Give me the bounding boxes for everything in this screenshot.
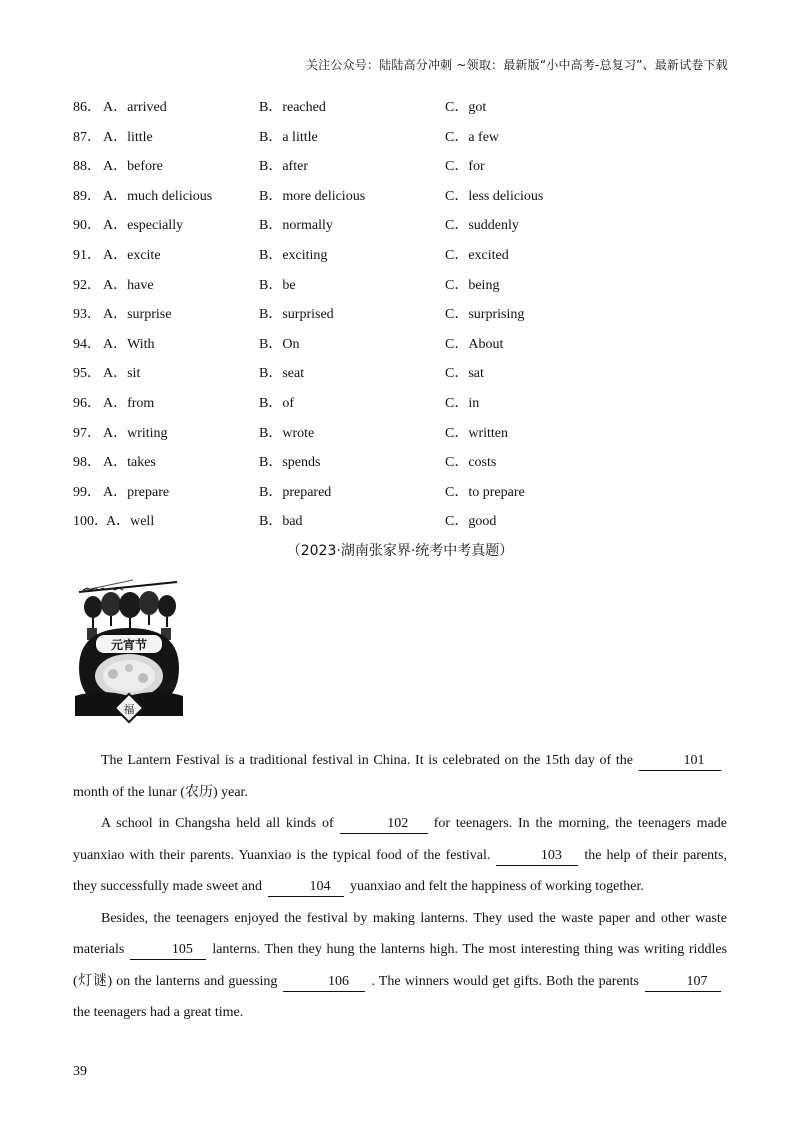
option-b: B．On (259, 336, 300, 352)
blank-107: 107 (645, 973, 721, 992)
question-row (73, 422, 733, 452)
option-c: C．a few (445, 129, 500, 145)
question-number: 95． (73, 366, 101, 382)
option-b: B．a little (259, 129, 318, 145)
option-a: A．prepare (103, 484, 170, 500)
option-a: A．takes (103, 455, 156, 471)
option-c: C．surprising (445, 307, 525, 323)
blank-103: 103 (496, 847, 578, 866)
option-b: B．prepared (259, 484, 332, 500)
option-b: B．normally (259, 218, 333, 234)
question-row (73, 214, 733, 244)
blank-102: 102 (340, 815, 428, 834)
option-c: C．to prepare (445, 484, 525, 500)
passage-text: the help of their parents, they successfully made sweet and (73, 847, 728, 894)
question-number: 94． (73, 336, 101, 352)
passage-text: . The winners would get gifts. Both the parents (371, 973, 639, 989)
option-b: B．spends (259, 455, 321, 471)
option-b: B．surprised (259, 307, 334, 323)
question-row (73, 510, 733, 540)
question-number: 87． (73, 129, 101, 145)
option-a: A．surprise (103, 307, 172, 323)
blank-105: 105 (130, 941, 206, 960)
passage-paragraph-2 (73, 808, 727, 903)
option-c: C．About (445, 336, 504, 352)
passage-text: yuanxiao and felt the happiness of working together. (349, 879, 644, 894)
question-number: 88． (73, 159, 101, 175)
option-a: A．writing (103, 425, 168, 441)
lantern-center-char: 福 (123, 703, 135, 716)
question-number: 91． (73, 247, 101, 263)
blank-104: 104 (268, 878, 344, 897)
option-c: C．got (445, 100, 487, 115)
question-row (73, 244, 733, 274)
passage-text: Besides, the teenagers enjoyed the festival by making lanterns. They used the waste paper and other waste materials (73, 910, 727, 957)
option-a: A．sit (103, 366, 141, 382)
passage-text: for teenagers. In the morning, the teenagers made yuanxiao with their parents. Yuanxiao is the typical food of the festival. (73, 816, 727, 863)
option-a: A．little (103, 129, 153, 145)
question-row (73, 481, 733, 511)
option-a: A．well (106, 514, 155, 530)
option-c: C．good (445, 514, 497, 530)
passage-paragraph-3 (73, 903, 727, 1029)
passage-paragraph-1 (73, 745, 727, 808)
page-header: 关注公众号：陆陆高分冲刺 ~领取：最新版“小中高考-总复习”、最新试卷下载 (305, 58, 728, 72)
question-row (73, 392, 733, 422)
passage-text: lanterns. Then they hung the lanterns high. The most interesting thing was writing riddles (灯谜) on the lanterns and guessing (73, 942, 727, 989)
question-row (73, 126, 733, 156)
question-number: 99． (73, 484, 101, 500)
question-row (73, 303, 733, 333)
question-number: 86． (73, 100, 101, 115)
blank-101: 101 (639, 752, 721, 771)
question-row (73, 333, 733, 363)
blank-106: 106 (283, 973, 365, 992)
question-number: 98． (73, 455, 101, 471)
option-b: B．wrote (259, 425, 315, 441)
option-c: C．sat (445, 366, 484, 382)
lantern-festival-image (73, 578, 185, 723)
option-a: A．especially (103, 218, 184, 234)
question-number: 92． (73, 277, 101, 293)
option-a: A．With (103, 336, 155, 352)
option-c: C．in (445, 395, 480, 411)
option-b: B．exciting (259, 247, 328, 263)
question-number: 100． (73, 514, 108, 530)
passage-text: the teenagers had a great time. (73, 1005, 244, 1020)
lantern-illustration-icon (73, 578, 185, 723)
question-number: 97． (73, 425, 101, 441)
option-b: B．seat (259, 366, 305, 382)
passage-text: The Lantern Festival is a traditional festival in China. It is celebrated on the 15th day of the (101, 753, 633, 768)
question-number: 89． (73, 188, 101, 204)
option-a: A．arrived (103, 100, 167, 115)
question-row (73, 155, 733, 185)
option-c: C．being (445, 277, 500, 293)
question-number: 90． (73, 218, 101, 234)
option-a: A．excite (103, 247, 161, 263)
question-row (73, 185, 733, 215)
option-b: B．of (259, 395, 294, 411)
option-a: A．before (103, 159, 163, 175)
options-list (73, 96, 733, 540)
question-number: 96． (73, 395, 101, 411)
option-b: B．be (259, 277, 296, 293)
option-b: B．more delicious (259, 188, 366, 204)
option-b: B．after (259, 159, 308, 175)
question-row (73, 96, 733, 126)
question-row (73, 274, 733, 304)
option-b: B．bad (259, 514, 303, 530)
option-c: C．suddenly (445, 218, 519, 234)
question-number: 93． (73, 307, 101, 323)
option-a: A．much delicious (103, 188, 213, 204)
option-c: C．costs (445, 455, 497, 471)
page-number: 39 (73, 1064, 87, 1079)
passage-text: month of the lunar (农历) year. (73, 784, 248, 800)
source-citation: （2023·湖南张家界·统考中考真题） (286, 543, 514, 559)
option-c: C．excited (445, 247, 509, 263)
question-row (73, 362, 733, 392)
option-a: A．have (103, 277, 154, 293)
passage-text: A school in Changsha held all kinds of (101, 816, 334, 831)
option-a: A．from (103, 395, 155, 411)
option-c: C．for (445, 159, 485, 175)
cloze-passage (73, 745, 727, 1029)
option-b: B．reached (259, 100, 326, 115)
option-c: C．less delicious (445, 188, 544, 204)
question-row (73, 451, 733, 481)
option-c: C．written (445, 425, 508, 441)
lantern-banner-text: 元宵节 (110, 638, 148, 652)
